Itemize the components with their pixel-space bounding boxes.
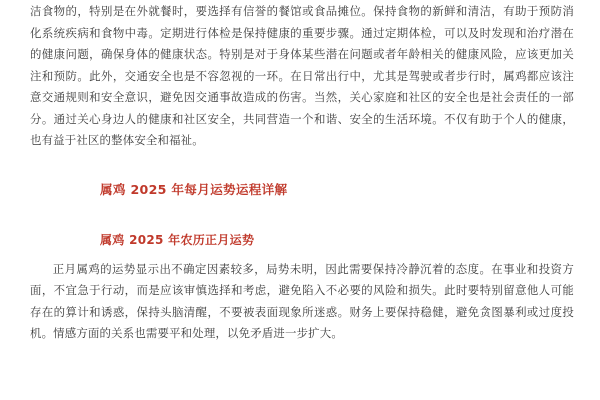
section-heading-main: 属鸡 2025 年每月运势运程详解 xyxy=(100,181,288,197)
section-heading-sub: 属鸡 2025 年农历正月运势 xyxy=(100,232,255,247)
paragraph-intro: 洁食物的，特别是在外就餐时，要选择有信誉的餐馆或食品摊位。保持食物的新鲜和清洁，有助于预防消化系统疾病和食物中毒。定期进行体检是保持健康的重要步骤。通过定期体检，可以及时发现和治疗潜在的健康问题，确保身体的健康状态。特别是对于身体某些潜在问题或者年龄相关的健康风险，应该更加关注和预防。此外，交通安全也是不容忽视的一环。在日常出行中，尤其是驾驶或者步行时，属鸡都应该注意交通规则和安全意识，避免因交通事故造成的伤害。当然，关心家庭和社区的安全也是社会责任的一部分。通过关心身边人的健康和社区安全，共同营造一个和谐、安全的生活环境。不仅有助于个人的健康，也有益于社区的整体安全和福祉。 xyxy=(30,4,574,147)
paragraph-lunar-first-month: 正月属鸡的运势显示出不确定因素较多，局势未明，因此需要保持冷静沉着的态度。在事业和投资方面，不宜急于行动，而是应该审慎选择和考虑，避免陷入不必要的风险和损失。此时要特别留意他人可能存在的算计和诱惑，保持头脑清醒，不要被表面现象所迷惑。财务上要保持稳健，避免贪图暴利或过度投机。情感方面的关系也需要平和处理，以免矛盾进一步扩大。 xyxy=(30,261,574,340)
